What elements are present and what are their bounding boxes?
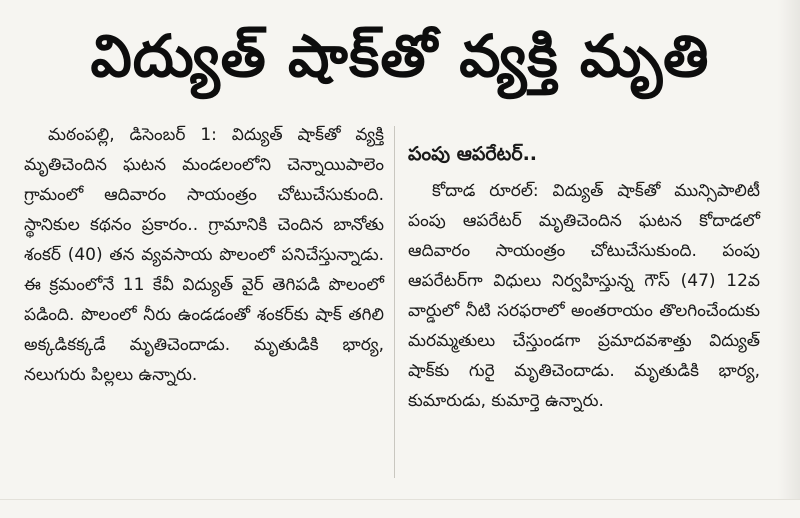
page-edge — [778, 0, 800, 518]
right-article-subheading: పంపు ఆపరేటర్.. — [408, 143, 538, 165]
left-article-paragraph: మఠంపల్లి, డిసెంబర్ 1: విద్యుత్ షాక్‌తో వ్యక్తి మృతిచెందిన ఘటన మండలంలోని చెన్నాయిపాలెం గ్రామంలో ఆదివారం సాయంత్రం చోటుచేసుకుంది. స్థానికుల కథనం ప్రకారం.. గ్రామానికి చెందిన బానోతు శంకర్ (40) తన వ్యవసాయ పొలంలో పనిచేస్తున్నాడు. ఈ క్రమంలోనే 11 కేవీ విద్యుత్ వైర్ తెగిపడి పొలంలో పడింది. పొలంలో నీరు ఉండడంతో శంకర్‌కు షాక్ తగిలి అక్కడికక్కడే మృతిచెందాడు. మృతుడికి భార్య, నలుగురు పిల్లలు ఉన్నారు. — [24, 125, 384, 385]
left-article — [24, 120, 384, 390]
column-divider — [394, 126, 395, 478]
bottom-strip — [0, 499, 800, 518]
right-article — [408, 176, 760, 416]
right-article-paragraph: కోదాడ రూరల్: విద్యుత్ షాక్‌తో మున్సిపాలిటీ పంపు ఆపరేటర్ మృతిచెందిన ఘటన కోదాడలో ఆదివారం సాయంత్రం చోటుచేసుకుంది. పంపు ఆపరేటర్‌గా విధులు నిర్వహిస్తున్న గౌస్ (47) 12వ వార్డులో నీటి సరఫరాలో అంతరాయం తొలగించేందుకు మరమ్మతులు చేస్తుండగా ప్రమాదవశాత్తు విద్యుత్ షాక్‌కు గురై మృతిచెందాడు. మృతుడికి భార్య, కుమారుడు, కుమార్తె ఉన్నారు. — [408, 181, 760, 411]
headline: విద్యుత్ షాక్‌తో వ్యక్తి మృతి — [90, 22, 710, 90]
